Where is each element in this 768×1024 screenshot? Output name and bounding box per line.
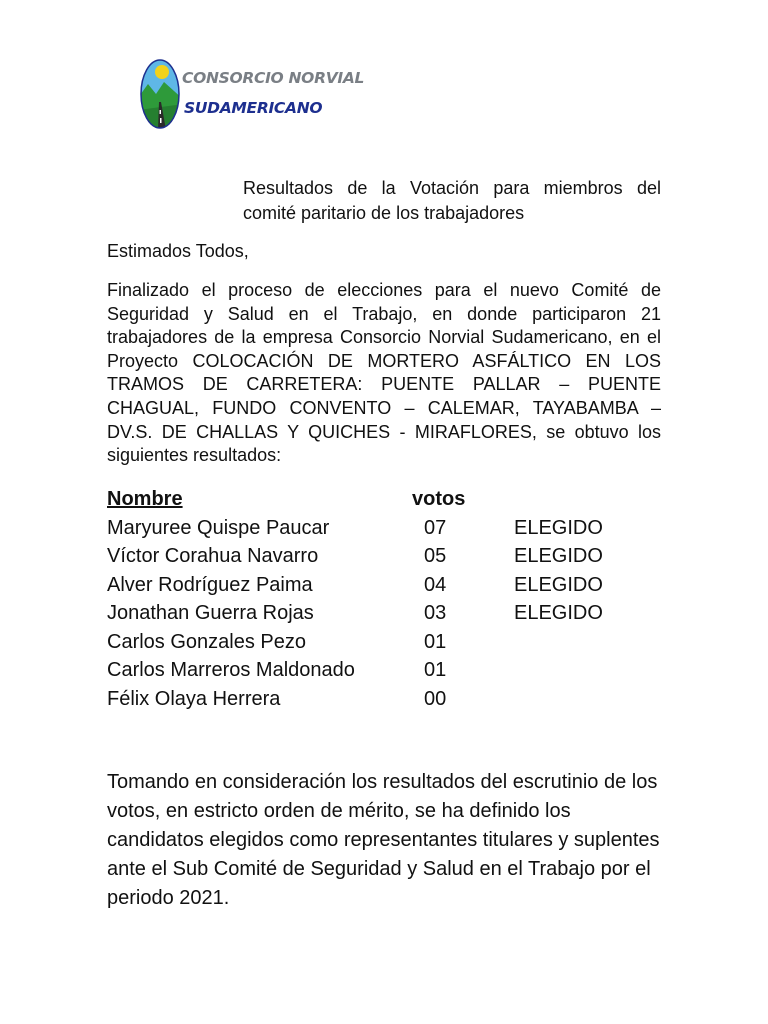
candidate-name: Alver Rodríguez Paima xyxy=(107,574,313,596)
candidate-votes: 03 xyxy=(424,602,447,624)
header-name: Nombre xyxy=(107,488,183,510)
candidate-name: Félix Olaya Herrera xyxy=(107,688,281,710)
closing-paragraph: Tomando en consideración los resultados del escrutinio de los votos, en estricto orden de mérito, se ha definido los candidatos elegidos como representantes titulares y suplentes ante el Sub Comité de Seguridad y Salud en el Trabajo por el periodo 2021. xyxy=(107,771,660,909)
logo-text-line1: CONSORCIO NORVIAL xyxy=(182,69,365,87)
table-row xyxy=(107,659,667,687)
logo-text-line2: SUDAMERICANO xyxy=(184,99,323,117)
candidate-votes: 05 xyxy=(424,545,447,567)
candidate-votes: 07 xyxy=(424,517,447,539)
candidate-name: Jonathan Guerra Rojas xyxy=(107,602,314,624)
intro-paragraph xyxy=(107,279,661,468)
table-row xyxy=(107,574,667,602)
greeting: Estimados Todos, xyxy=(107,241,249,261)
table-row xyxy=(107,631,667,659)
candidate-status: ELEGIDO xyxy=(514,574,603,596)
table-row xyxy=(107,545,667,573)
candidate-name: Carlos Marreros Maldonado xyxy=(107,659,355,681)
candidate-name: Carlos Gonzales Pezo xyxy=(107,631,306,653)
candidate-votes: 01 xyxy=(424,631,447,653)
candidate-votes: 01 xyxy=(424,659,447,681)
results-table-header xyxy=(107,488,667,516)
candidate-status: ELEGIDO xyxy=(514,517,603,539)
company-logo xyxy=(138,58,365,130)
candidate-name: Maryuree Quispe Paucar xyxy=(107,517,330,539)
road-emblem-icon xyxy=(138,58,184,130)
header-votes: votos xyxy=(412,488,466,510)
candidate-status: ELEGIDO xyxy=(514,545,603,567)
table-row xyxy=(107,517,667,545)
document-title: Resultados de la Votación para miembros del comité paritario de los trabajadores xyxy=(243,178,661,223)
table-row xyxy=(107,688,667,716)
candidate-name: Víctor Corahua Navarro xyxy=(107,545,319,567)
candidate-votes: 04 xyxy=(424,574,447,596)
candidate-status: ELEGIDO xyxy=(514,602,603,624)
candidate-votes: 00 xyxy=(424,688,447,710)
table-row xyxy=(107,602,667,630)
intro-text: Finalizado el proceso de elecciones para el nuevo Comité de Seguridad y Salud en el Trabajo, en donde participaron 21 trabajadores de la empresa Consorcio Norvial Sudamericano, en el Proyecto COLOCACIÓN DE MORTERO ASFÁLTICO EN LOS TRAMOS DE CARRETERA: PUENTE PALLAR – PUENTE CHAGUAL, FUNDO CONVENTO – CALEMAR, TAYABAMBA – DV.S. DE CHALLAS Y QUICHES - MIRAFLORES, se obtuvo los siguientes resultados: xyxy=(107,280,661,466)
